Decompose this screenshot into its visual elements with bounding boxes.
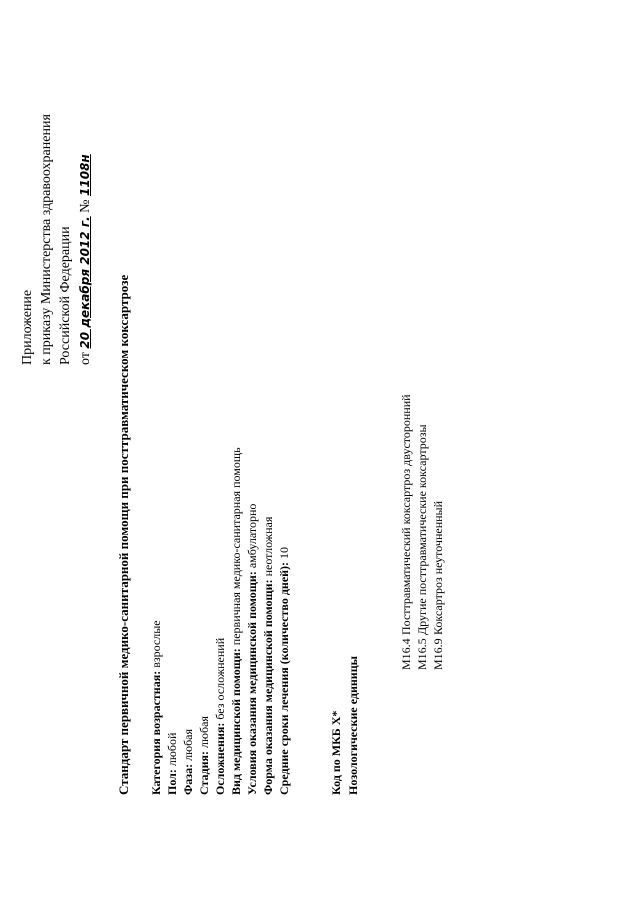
number-sign: №: [78, 199, 93, 213]
meta-sex: Пол: любой: [165, 732, 179, 795]
page-title: Стандарт первичной медико-санитарной помощи при посттравматическом коксартрозе: [116, 274, 131, 795]
code-row: [430, 501, 446, 670]
from-prefix: от: [78, 352, 93, 365]
meta-phase: Фаза: любая: [181, 728, 195, 795]
meta-care-type: Вид медицинской помощи: первичная медико-санитарная помощь: [229, 447, 243, 795]
code-row: [398, 394, 414, 670]
meta-care-form: Форма оказания медицинской помощи: неотложная: [261, 516, 275, 795]
meta-care-conditions: Условия оказания медицинской помощи: амбулаторно: [245, 503, 259, 795]
appendix-label: Приложение: [20, 289, 35, 365]
meta-age: Категория возрастная: взрослые: [149, 620, 163, 795]
code-row: [414, 424, 430, 670]
icd-code: M16.4: [399, 638, 413, 670]
order-line: к приказу Министерства здравоохранения: [39, 114, 54, 365]
federation-line: Российской Федерации: [58, 226, 73, 365]
icd-code: M16.9: [431, 638, 445, 670]
icd-code: M16.5: [415, 638, 429, 670]
meta-complications: Осложнения: без осложнений: [213, 637, 227, 795]
icd-name: Другие посттравматические коксартрозы: [415, 424, 429, 635]
order-number: 1108н: [78, 154, 92, 196]
order-date: 20 декабря 2012 г.: [78, 216, 92, 349]
icd-name: Посттравматический коксартроз двусторонний: [399, 394, 413, 635]
order-date-line: [77, 154, 94, 365]
meta-duration: Средние сроки лечения (количество дней): 10: [277, 546, 291, 795]
icd-label: Код по МКБ X*: [329, 710, 343, 795]
meta-stage: Стадия: любая: [197, 716, 211, 795]
nosology-label: Нозологические единицы: [346, 655, 360, 795]
icd-name: Коксартроз неуточненный: [431, 500, 445, 635]
